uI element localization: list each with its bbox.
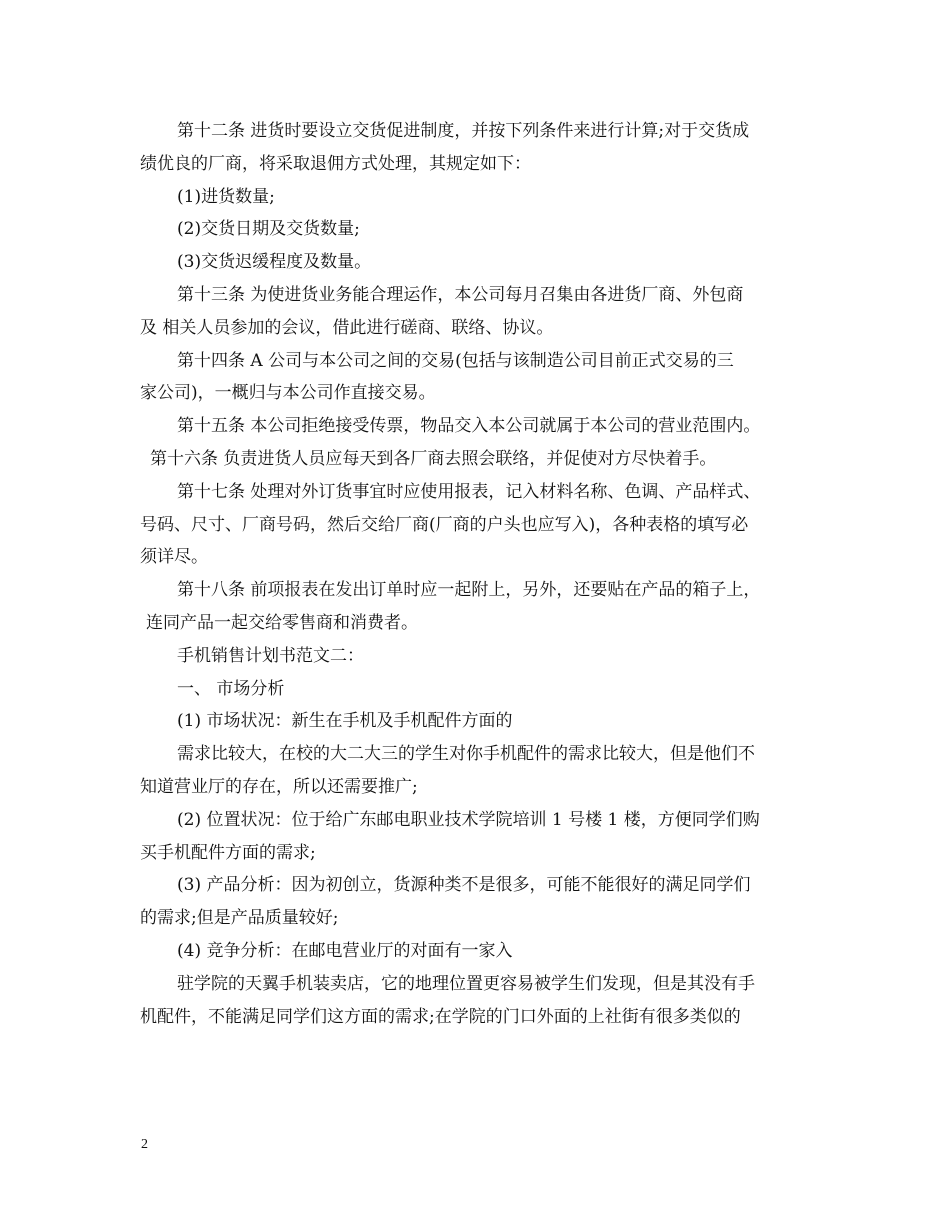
text-line: 的需求;但是产品质量较好; — [140, 908, 339, 929]
text-line: 第十七条 处理对外订货事宜时应使用报表，记入材料名称、色调、产品样式、 — [177, 481, 761, 502]
text-line: 一、 市场分析 — [177, 678, 285, 699]
text-line: (3) 产品分析：因为初创立，货源种类不是很多，可能不能很好的满足同学们 — [177, 875, 751, 896]
text-line: 驻学院的天翼手机装卖店，它的地理位置更容易被学生们发现，但是其没有手 — [177, 973, 755, 994]
text-line: 第十八条 前项报表在发出订单时应一起附上，另外，还要贴在产品的箱子上， — [177, 580, 761, 601]
page-number: 2 — [141, 1137, 148, 1152]
text-line: 第十四条 A 公司与本公司之间的交易(包括与该制造公司目前正式交易的三 — [177, 350, 734, 371]
text-line: 机配件，不能满足同学们这方面的需求;在学院的门口外面的上社街有很多类似的 — [140, 1006, 741, 1027]
text-line: (4) 竞争分析：在邮电营业厅的对面有一家入 — [177, 940, 513, 961]
text-line: 知道营业厅的存在，所以还需要推广; — [140, 776, 418, 797]
text-line: (1)进货数量; — [177, 186, 275, 207]
document-body — [140, 115, 820, 1033]
text-line: 第十五条 本公司拒绝接受传票，物品交入本公司就属于本公司的营业范围内。 — [177, 416, 761, 437]
text-line: 第十六条 负责进货人员应每天到各厂商去照会联络，并促使对方尽快着手。 — [150, 448, 717, 469]
text-line: 及 相关人员参加的会议，借此进行磋商、联络、协议。 — [140, 317, 554, 338]
text-line: 须详尽。 — [140, 547, 208, 568]
text-line: 手机销售计划书范文二： — [177, 645, 364, 666]
text-line: 买手机配件方面的需求; — [140, 842, 316, 863]
text-line: 需求比较大，在校的大二大三的学生对你手机配件的需求比较大，但是他们不 — [177, 744, 755, 765]
text-line: (2) 位置状况：位于给广东邮电职业技术学院培训 1 号楼 1 楼，方便同学们购 — [177, 809, 760, 830]
text-line: 家公司)，一概归与本公司作直接交易。 — [140, 383, 436, 404]
text-line: 连同产品一起交给零售商和消费者。 — [146, 612, 418, 633]
text-line: (3)交货迟缓程度及数量。 — [177, 252, 372, 273]
text-line: 号码、尺寸、厂商号码，然后交给厂商(厂商的户头也应写入)，各种表格的填写必 — [140, 514, 749, 535]
text-line: 绩优良的厂商，将采取退佣方式处理，其规定如下： — [140, 153, 531, 174]
text-line: (1) 市场状况：新生在手机及手机配件方面的 — [177, 711, 513, 732]
text-line: (2)交货日期及交货数量; — [177, 219, 360, 240]
text-line: 第十二条 进货时要设立交货促进制度，并按下列条件来进行计算;对于交货成 — [177, 121, 750, 141]
text-line: 第十三条 为使进货业务能合理运作，本公司每月召集由各进货厂商、外包商 — [177, 284, 744, 305]
